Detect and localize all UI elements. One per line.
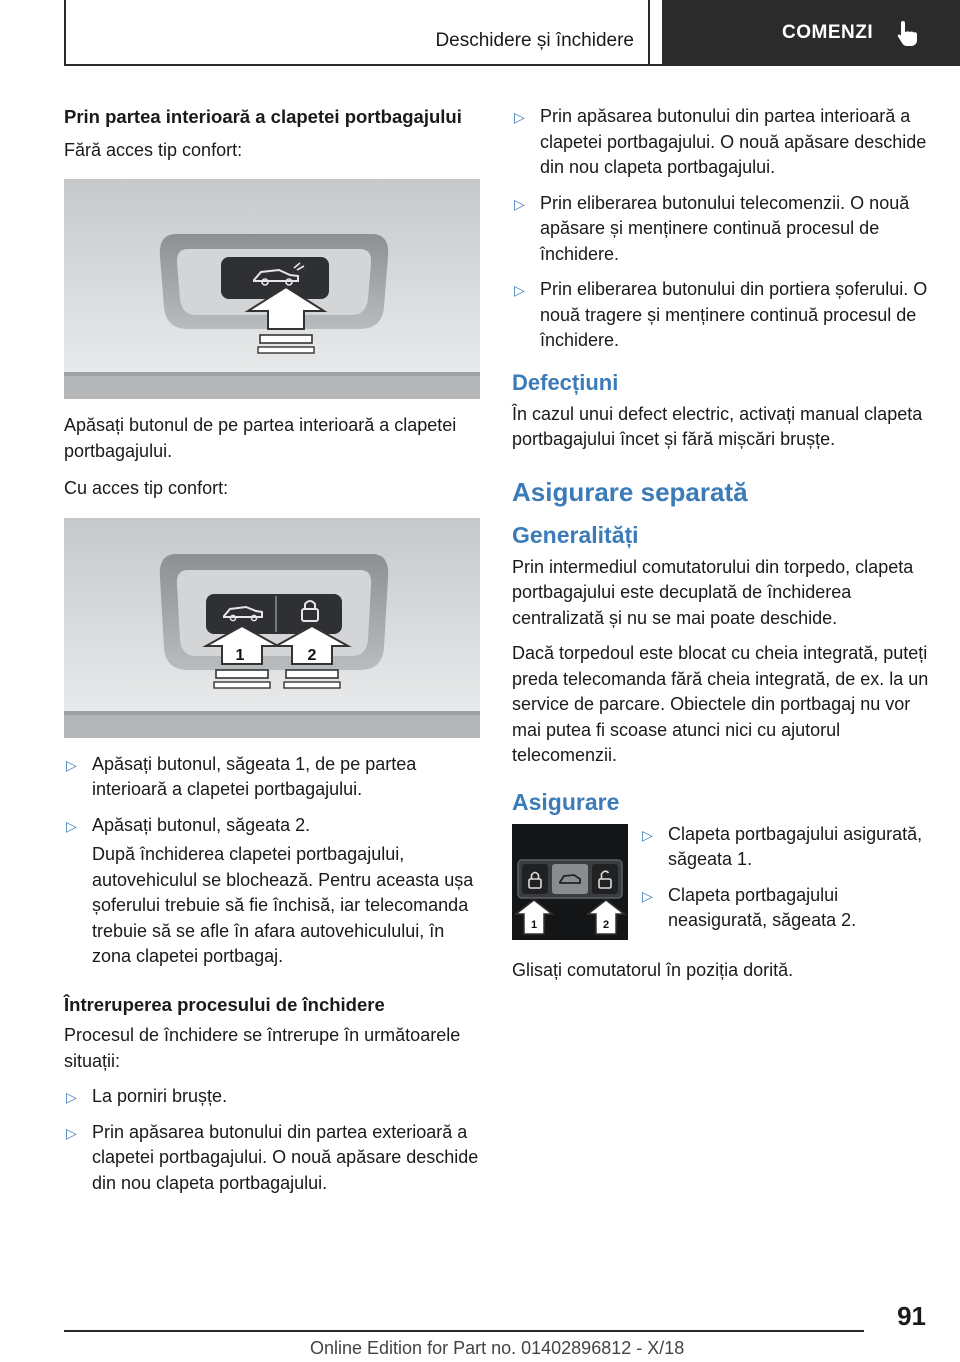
figure2-label-1: 1: [235, 646, 245, 664]
figure3-label-2: 2: [602, 918, 610, 931]
bullet-triangle-icon: ▷: [66, 1089, 77, 1105]
heading-general: Generalități: [512, 521, 639, 548]
list-item: ▷ La porniri brușțe.: [64, 1084, 482, 1110]
heading-defects: Defecțiuni: [512, 369, 619, 395]
figure3-label-1: 1: [530, 918, 538, 931]
list-item: ▷ Prin eliberarea butonului din portiera șoferului. O nouă tragere și menținere continuă procesul de închidere.: [514, 279, 928, 350]
figure-tailgate-button-double: [64, 518, 480, 738]
footer-edition: Online Edition for Part no. 01402896812 - X/18: [310, 1338, 685, 1358]
section-title: Deschidere și închidere: [435, 30, 634, 51]
header-divider-mid: [648, 0, 650, 66]
figure-tailgate-button-single: [64, 179, 480, 399]
bullet-triangle-icon: ▷: [66, 756, 77, 773]
bullet-triangle-icon: ▷: [514, 282, 525, 298]
list-item: ▷ Clapeta portbagajului asigurată, săgeata 1.: [642, 823, 923, 869]
paragraph-defects: În cazul unui defect electric, activați manual clapeta portbagajului încet și fără mișcări brușțe.: [512, 403, 923, 449]
figure1-caption: Apăsați butonul de pe partea interioară a clapetei portbagajului.: [64, 415, 457, 461]
bullet-triangle-icon: ▷: [642, 826, 653, 843]
bullet-triangle-icon: ▷: [514, 195, 525, 212]
list-item: ▷ Prin apăsarea butonului din partea interioară a clapetei portbagajului. O nouă apăsare deschide din nou clapeta portbagajului.: [514, 106, 927, 177]
list-item: ▷ Prin eliberarea butonului telecomenzii. O nouă apăsare și menținere continuă procesul de închidere.: [514, 192, 910, 264]
list-item: ▷ Apăsați butonul, săgeata 1, de pe partea interioară a clapetei portbagajului.: [66, 753, 417, 799]
page-number: 91: [897, 1301, 926, 1331]
heading-interrupt-closing: Întreruperea procesului de închidere: [64, 993, 385, 1015]
figure2-label-2: 2: [307, 646, 317, 664]
bullet-triangle-icon: ▷: [642, 887, 653, 904]
bullet-triangle-icon: ▷: [66, 817, 77, 834]
steps-list: [64, 752, 482, 839]
left-column: [64, 104, 482, 1206]
bullet-triangle-icon: ▷: [514, 109, 525, 125]
bullet-triangle-icon: ▷: [66, 1124, 77, 1141]
paragraph-interrupt: Procesul de închidere se întrerupe în următoarele situații:: [64, 1025, 461, 1071]
heading-inner-tailgate: Prin partea interioară a clapetei portbagajului: [64, 106, 462, 127]
heading-separate-securing: Asigurare separată: [512, 476, 748, 507]
steps-note: După închiderea clapetei portbagajului, autovehiculul se blochează. Pentru aceasta ușa șoferului trebuie să fie închisă, iar telecomanda trebuie să se afle în afara autovehiculului, în zona clapetei portbagaj.: [92, 844, 474, 966]
paragraph-no-comfort: Fără acces tip confort:: [64, 139, 243, 160]
securing-list: [640, 822, 932, 944]
footer-rule: [64, 1330, 864, 1332]
list-item: ▷ Apăsați butonul, săgeata 2.: [64, 813, 482, 839]
paragraph-general-1: Prin intermediul comutatorului din torpedo, clapeta portbagajului este decuplată de închiderea centralizată și nu se mai poate deschide.: [512, 556, 914, 628]
paragraph-securing: Glisați comutatorul în poziția dorită.: [512, 959, 794, 980]
list-item: ▷ Clapeta portbagajului neasigurată, săgeata 2.: [642, 884, 857, 930]
chapter-tab[interactable]: [662, 0, 960, 66]
interrupt-list-continued: [512, 104, 932, 354]
list-item: ▷ Prin apăsarea butonului din partea exterioară a clapetei portbagajului. O nouă apăsare deschide din nou clapeta portbagajului.: [66, 1121, 479, 1193]
figure-securing-switch: [512, 824, 628, 940]
paragraph-with-comfort: Cu acces tip confort:: [64, 478, 229, 498]
securing-block: [512, 824, 932, 944]
hand-pointer-icon: [895, 19, 921, 47]
paragraph-general-2: Dacă torpedoul este blocat cu cheia integrată, puteți preda telecomanda fără cheia integrată, de ex. la un service de parcare. Obiectele din portbagaj nu vor mai putea fi scoase atunci nici cu ajutorul telecomenzii.: [512, 643, 929, 765]
chapter-tab-label: COMENZI: [782, 22, 874, 43]
right-column: [512, 104, 932, 983]
heading-securing: Asigurare: [512, 788, 620, 815]
interrupt-list: [64, 1084, 482, 1196]
